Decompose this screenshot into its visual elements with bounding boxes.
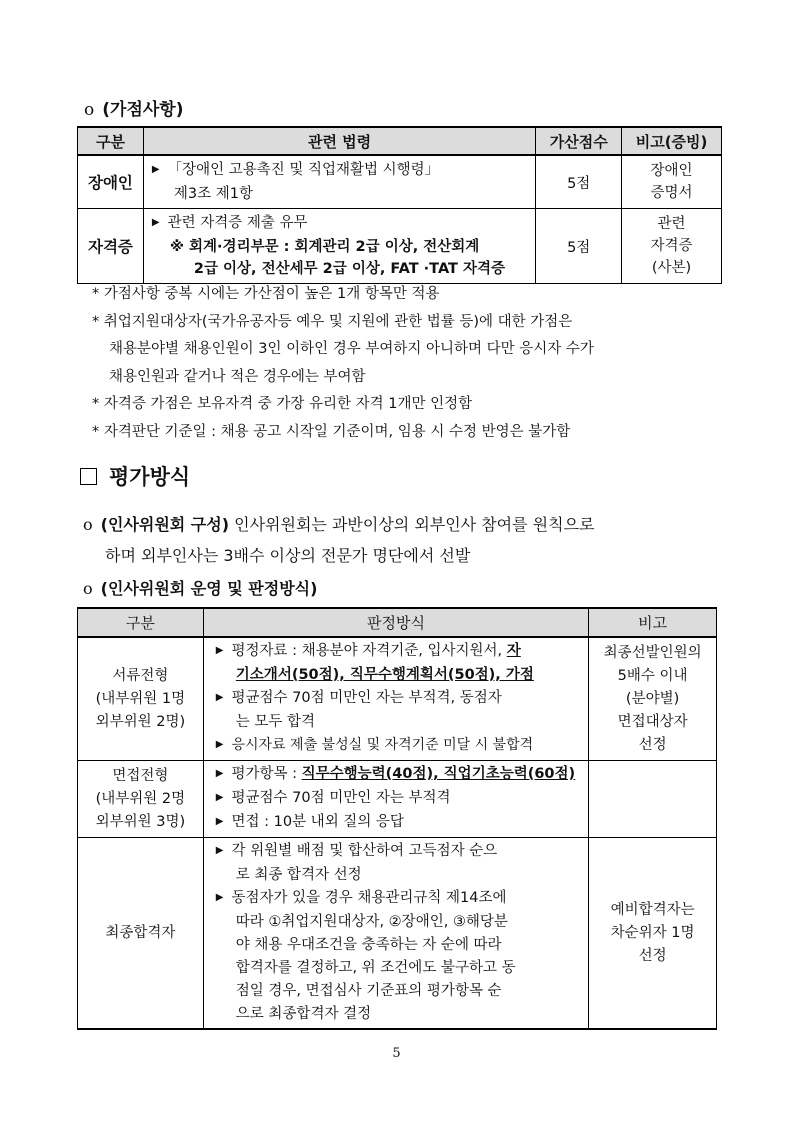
- method-text: 응시자료 제출 불성실 및 자격기준 미달 시 불합격: [231, 737, 534, 753]
- committee-text: 하며 외부인사는 3배수 이상의 전문가 명단에서 선발: [105, 546, 471, 565]
- note-line: 채용분야별 채용인원이 3인 이하인 경우 부여하지 아니하며 다만 응시자 수가: [109, 341, 594, 357]
- method-text: 평가항목 :: [231, 766, 302, 782]
- row-points: 5점: [536, 155, 622, 209]
- method-text: 기소개서(50점), 직무수행계획서(50점), 가점: [235, 667, 534, 683]
- bullet: o: [83, 579, 93, 598]
- law-text: 2급 이상, 전산세무 2급 이상, FAT ·TAT 자격증: [193, 261, 506, 277]
- note-text: 면접대상자: [617, 713, 688, 730]
- table-row: [78, 209, 722, 284]
- note-text: 선정: [638, 736, 667, 753]
- method-text: 면접 : 10분 내외 질의 응답: [231, 814, 404, 830]
- note-text: 예비합격자는: [610, 901, 695, 918]
- row-category: 자격증: [78, 209, 144, 284]
- method-text: 평균점수 70점 미만인 자는 부적격, 동점자: [231, 690, 502, 706]
- note-line: 채용인원과 같거나 적은 경우에는 부여함: [109, 368, 366, 385]
- row-note: [589, 637, 717, 761]
- checkbox-square-icon: [80, 468, 97, 485]
- note-text: 증명서: [650, 185, 693, 201]
- method-text: 직무수행능력(40점), 직업기초능력(60점): [301, 766, 576, 782]
- row-law: [143, 155, 535, 209]
- law-text: 제3조 제1항: [173, 186, 253, 202]
- note-text: (사본): [651, 260, 692, 276]
- row-note: [622, 155, 722, 209]
- note-text: 관련: [657, 216, 686, 232]
- method-text: 동점자가 있을 경우 채용관리규칙 제14조에: [231, 890, 507, 906]
- category-text: 외부위원 2명): [95, 713, 186, 730]
- note-text: 장애인: [650, 163, 693, 179]
- method-text: 평균점수 70점 미만인 자는 부적격: [231, 790, 451, 806]
- triangle-bullet-icon: ▶: [215, 816, 224, 827]
- note-line: * 자격증 가점은 보유자격 중 가장 유리한 자격 1개만 인정함: [92, 396, 473, 412]
- bullet: o: [83, 515, 93, 534]
- col-note: 비고: [589, 608, 717, 637]
- row-method: [203, 637, 588, 761]
- col-law: 관련 법령: [143, 127, 535, 155]
- bonus-table-header: [78, 127, 722, 155]
- bullet: o: [84, 100, 95, 120]
- method-text: 평정자료 : 채용분야 자격기준, 입사지원서,: [231, 643, 507, 659]
- triangle-bullet-icon: ▶: [215, 692, 224, 703]
- col-method: 판정방식: [203, 608, 588, 637]
- operation-heading: (인사위원회 운영 및 판정방식): [100, 579, 318, 598]
- table-row: [78, 761, 717, 838]
- triangle-bullet-icon: ▶: [151, 217, 160, 228]
- bonus-table: [77, 126, 722, 284]
- col-category: 구분: [78, 608, 204, 637]
- row-method: [203, 761, 588, 838]
- row-category: [78, 637, 204, 761]
- row-category: [78, 761, 204, 838]
- note-text: 최종선발인원의: [603, 644, 702, 661]
- law-text: 「장애인 고용촉진 및 직업재활법 시행령」: [167, 162, 440, 178]
- triangle-bullet-icon: ▶: [215, 739, 224, 750]
- table-row: [78, 838, 717, 1030]
- section-title-text: 평가방식: [109, 465, 191, 489]
- method-text: 로 최종 합격자 선정: [235, 867, 362, 883]
- triangle-bullet-icon: ▶: [151, 164, 160, 175]
- method-text: 합격자를 결정하고, 위 조건에도 불구하고 동: [235, 960, 516, 976]
- triangle-bullet-icon: ▶: [215, 645, 224, 656]
- row-points: 5점: [536, 209, 622, 284]
- note-text: (분야별): [625, 690, 680, 707]
- method-text: 야 채용 우대조건을 충족하는 자 순에 따라: [235, 937, 502, 953]
- bonus-heading: [84, 95, 183, 120]
- row-method: [203, 838, 588, 1030]
- bonus-heading-text: (가점사항): [102, 100, 184, 120]
- note-text: 선정: [638, 947, 667, 964]
- category-text: 외부위원 3명): [95, 813, 186, 830]
- evaluation-table: [77, 607, 717, 1030]
- method-text: 따라 ①취업지원대상자, ②장애인, ③해당분: [235, 914, 508, 930]
- category-text: 면접전형: [112, 767, 169, 784]
- page-number: 5: [392, 1046, 401, 1061]
- method-text: 점일 경우, 면접심사 기준표의 평가항목 순: [235, 983, 502, 999]
- category-text: 서류전형: [112, 667, 169, 684]
- method-text: 자: [506, 643, 521, 659]
- law-text: 관련 자격증 제출 유무: [167, 215, 308, 231]
- section-title: [80, 461, 190, 491]
- col-category: 구분: [78, 127, 144, 155]
- committee-heading: (인사위원회 구성): [100, 515, 230, 534]
- row-note: [589, 761, 717, 838]
- method-text: 으로 최종합격자 결정: [235, 1006, 372, 1022]
- triangle-bullet-icon: ▶: [215, 845, 224, 856]
- note-text: 5배수 이내: [617, 667, 688, 684]
- committee-paragraph: [83, 509, 723, 604]
- method-text: 각 위원별 배점 및 합산하여 고득점자 순으: [231, 843, 498, 859]
- law-text: ※ 회계·경리부문 : 회계관리 2급 이상, 전산회계: [169, 239, 480, 255]
- row-category: 장애인: [78, 155, 144, 209]
- table-row: [78, 637, 717, 761]
- row-category: 최종합격자: [78, 838, 204, 1030]
- evaluation-table-header: [78, 608, 717, 637]
- row-law: [143, 209, 535, 284]
- col-note: 비고(증빙): [622, 127, 722, 155]
- category-text: (내부위원 2명: [95, 790, 186, 807]
- table-row: [78, 155, 722, 209]
- bonus-notes: [92, 281, 732, 446]
- note-text: 차순위자 1명: [610, 924, 695, 941]
- triangle-bullet-icon: ▶: [215, 792, 224, 803]
- triangle-bullet-icon: ▶: [215, 768, 224, 779]
- committee-text: 인사위원회는 과반이상의 외부인사 참여를 원칙으로: [234, 515, 595, 534]
- col-points: 가산점수: [536, 127, 622, 155]
- row-note: [589, 838, 717, 1030]
- note-text: 자격증: [650, 238, 693, 254]
- method-text: 는 모두 합격: [235, 714, 316, 730]
- category-text: (내부위원 1명: [95, 690, 186, 707]
- note-line: * 가점사항 중복 시에는 가산점이 높은 1개 항목만 적용: [92, 286, 440, 302]
- note-line: * 자격판단 기준일 : 채용 공고 시작일 기준이며, 임용 시 수정 반영은 불가함: [92, 423, 571, 440]
- note-line: * 취업지원대상자(국가유공자등 예우 및 지원에 관한 법률 등)에 대한 가점은: [92, 313, 573, 330]
- row-note: [622, 209, 722, 284]
- triangle-bullet-icon: ▶: [215, 892, 224, 903]
